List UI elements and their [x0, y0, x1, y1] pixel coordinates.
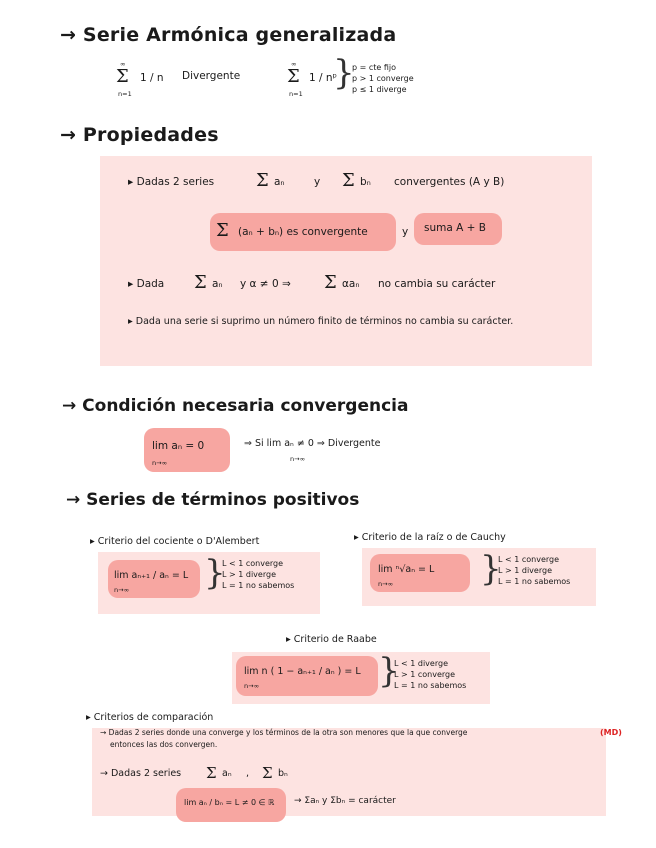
brace: } — [378, 651, 400, 691]
dalembert-title: ▸ Criterio del cociente o D'Alembert — [90, 536, 260, 547]
divergence-test: ⇒ Si lim aₙ ≠ 0 ⇒ Divergente — [244, 438, 381, 449]
md-mark: (MD) — [600, 728, 622, 737]
dalembert-cases: L < 1 converge L > 1 diverge L = 1 no sabemos — [222, 559, 295, 590]
comparison-text-1: → Dadas 2 series donde una converge y los términos de la otra son menores que la que converge — [100, 728, 468, 737]
limit-zero: lim aₙ = 0 — [152, 440, 205, 452]
raabe-cases: L < 1 diverge L > 1 converge L = 1 no sabemos — [394, 659, 467, 690]
sigma-symbol: Σ — [116, 66, 129, 87]
comparison-text-1b: entonces las dos convergen. — [110, 740, 218, 749]
p-cases: p = cte fijo p > 1 converge p ≤ 1 diverge — [352, 63, 414, 94]
sigma-symbol: Σ — [262, 764, 273, 782]
divergent-label: Divergente — [182, 70, 241, 82]
brace: } — [204, 553, 226, 593]
cauchy-cases: L < 1 converge L > 1 diverge L = 1 no sabemos — [498, 555, 571, 586]
sigma-symbol: Σ — [216, 220, 229, 241]
cauchy-title: ▸ Criterio de la raíz o de Cauchy — [354, 532, 506, 543]
brace: } — [333, 53, 355, 93]
sigma-symbol: Σ — [324, 272, 337, 293]
section-title-harmonic: → Serie Armónica generalizada — [60, 24, 397, 46]
raabe-title: ▸ Criterio de Raabe — [286, 634, 377, 645]
comparison-title: ▸ Criterios de comparación — [86, 712, 214, 723]
property-3: ▸ Dada una serie si suprimo un número finito de términos no cambia su carácter. — [128, 316, 514, 327]
sigma-symbol: Σ — [287, 66, 300, 87]
section-title-positive: → Series de términos positivos — [66, 490, 360, 510]
brace: } — [480, 549, 502, 589]
comparison-limit: lim aₙ / bₙ = L ≠ 0 ∈ ℝ — [184, 798, 275, 807]
sigma-symbol: Σ — [194, 272, 207, 293]
section-title-necessary: → Condición necesaria convergencia — [62, 396, 409, 416]
sum-result-label: suma A + B — [424, 222, 486, 234]
section-title-properties: → Propiedades — [60, 124, 219, 146]
comparison-result: → Σaₙ y Σbₙ = carácter — [294, 796, 396, 806]
sigma-symbol: Σ — [256, 170, 269, 191]
sum-ab-label: (aₙ + bₙ) es convergente — [238, 226, 368, 238]
sigma-symbol: Σ — [342, 170, 355, 191]
sigma-symbol: Σ — [206, 764, 217, 782]
